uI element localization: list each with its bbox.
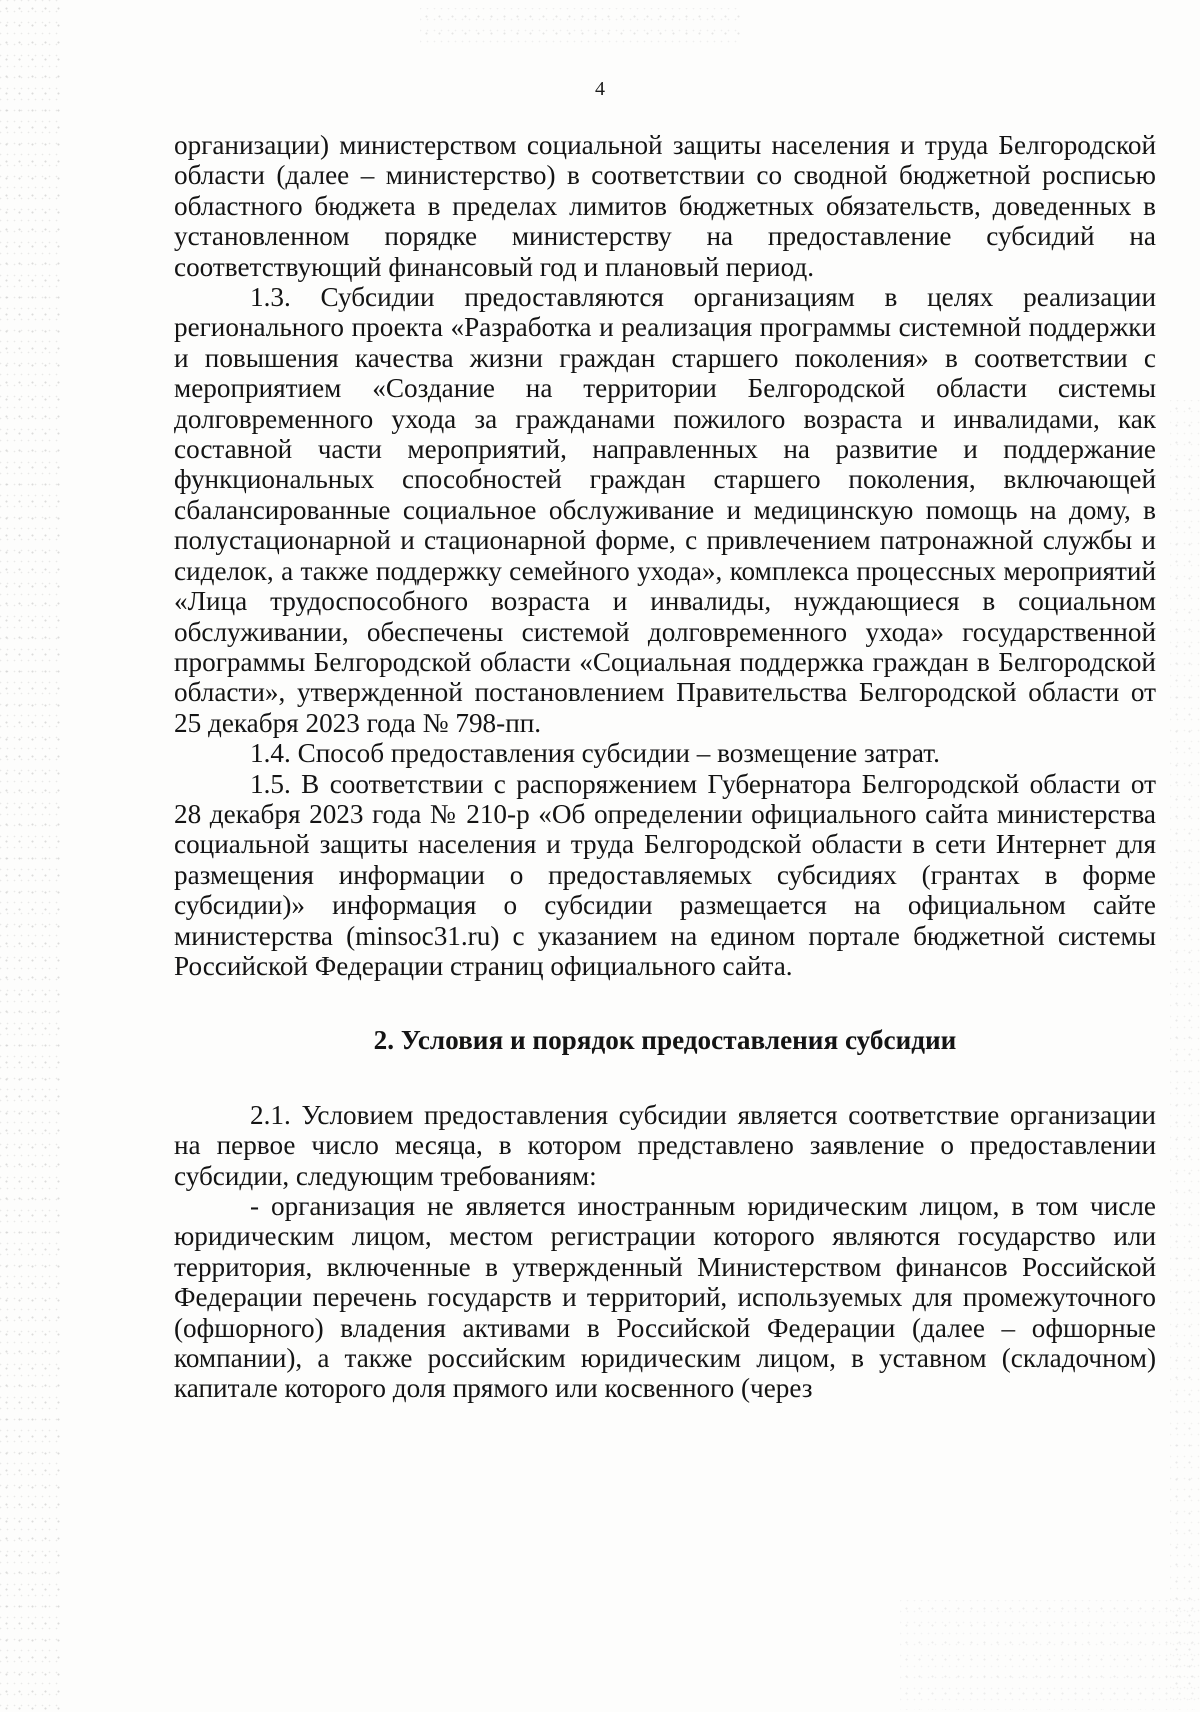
section-heading: 2. Условия и порядок предоставления субсидии [373, 1025, 957, 1056]
document-body [174, 130, 1156, 1404]
scan-artifact-left [0, 0, 60, 1712]
paragraph-2-1: 2.1. Условием предоставления субсидии является соответствие организации на первое число месяца, в котором представлено заявление о предоставлении субсидии, следующим требованиям: [174, 1099, 1156, 1191]
scan-artifact-bottom [900, 1600, 1200, 1710]
paragraph-1-4: 1.4. Способ предоставления субсидии – возмещение затрат. [250, 738, 940, 769]
scan-artifact-right [1170, 400, 1200, 1700]
page-number: 4 [595, 78, 605, 100]
paragraph-1-3: 1.3. Субсидии предоставляются организациям в целях реализации регионального проекта «Разработка и реализация программы системной поддержки и повышения качества жизни граждан старшего поколения» в соответствии с мероприятием «Создание на территории Белгородской области системы долговременного ухода за гражданами пожилого возраста и инвалидами, как составной части мероприятий, направленных на развитие и поддержание функциональных способностей граждан старшего поколения, включающей сбалансированные социальное обслуживание и медицинскую помощь на дому, в полустационарной и стационарной форме, с привлечением патронажной службы и сиделок, а также поддержку семейного ухода», комплекса процессных мероприятий «Лица трудоспособного возраста и инвалиды, нуждающиеся в социальном обслуживании, обеспечены системой долговременного ухода» государственной программы Белгородской области «Социальная поддержка граждан в Белгородской области», утвержденной постановлением Правительства Белгородской области от 25 декабря 2023 года № 798-пп. [174, 282, 1156, 738]
paragraph-requirement: - организация не является иностранным юридическим лицом, в том числе юридическим лицом, местом регистрации которого являются государство или территория, включенные в утвержденный Министерством финансов Российской Федерации перечень государств и территорий, используемых для промежуточного (офшорного) владения активами в Российской Федерации (далее – офшорные компании), а также российским юридическим лицом, в уставном (складочном) капитале которого доля прямого или косвенного (через [174, 1191, 1156, 1404]
paragraph-1-5: 1.5. В соответствии с распоряжением Губернатора Белгородской области от 28 декабря 2023 года № 210-р «Об определении официального сайта министерства социальной защиты населения и труда Белгородской области в сети Интернет для размещения информации о предоставляемых субсидиях (грантах в форме субсидии)» информация о субсидии размещается на официальном сайте министерства (minsoc31.ru) с указанием на едином портале бюджетной системы Российской Федерации страниц официального сайта. [174, 768, 1156, 981]
paragraph-continuation: организации) министерством социальной защиты населения и труда Белгородской области (далее – министерство) в соответствии со сводной бюджетной росписью областного бюджета в пределах лимитов бюджетных обязательств, доведенных в установленном порядке министерству на предоставление субсидий на соответствующий финансовый год и плановый период. [174, 130, 1156, 282]
scan-artifact-top [420, 8, 740, 48]
